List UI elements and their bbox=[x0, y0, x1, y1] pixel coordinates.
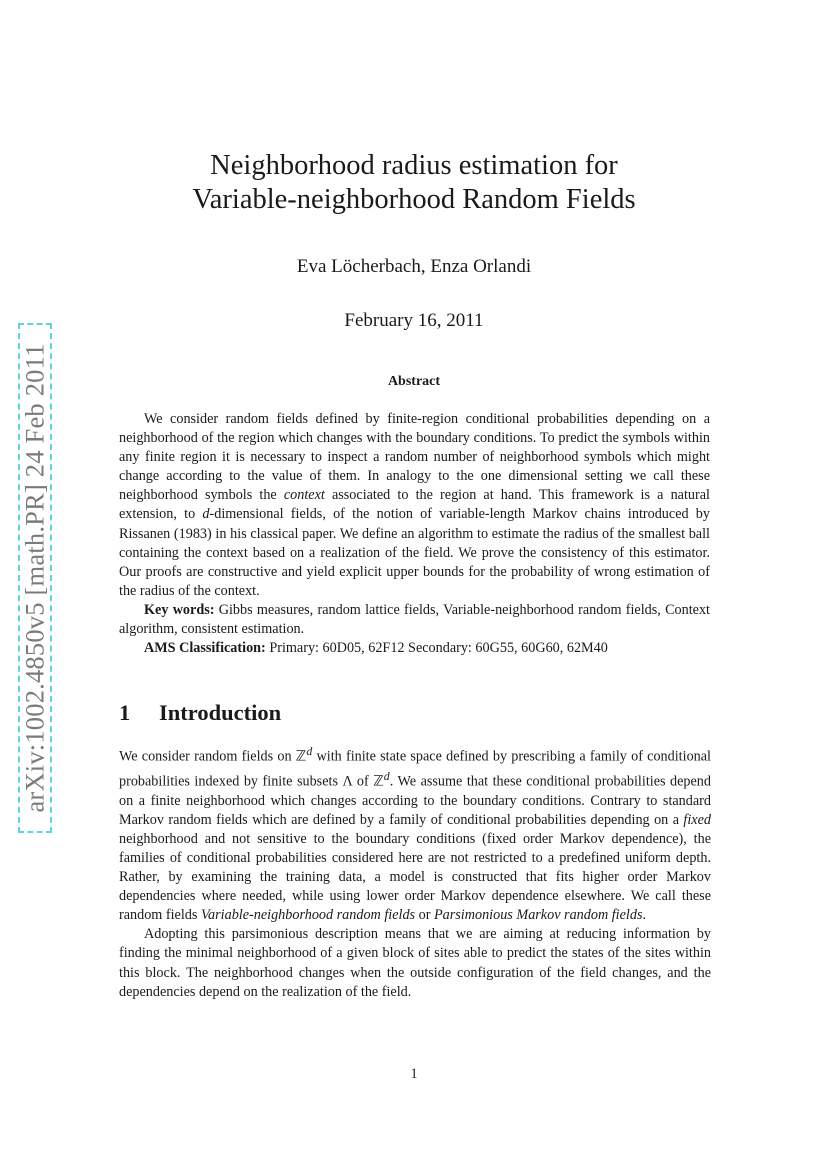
ams-label: AMS Classification: bbox=[144, 640, 266, 657]
section-number: 1 bbox=[119, 700, 131, 725]
page-title bbox=[0, 149, 828, 217]
title-line-1: Neighborhood radius estimation for bbox=[210, 150, 618, 181]
keywords-text: Gibbs measures, random lattice fields, Variable-neighborhood random fields, Context algorithm, consistent estimation. bbox=[119, 601, 710, 638]
keywords-paragraph bbox=[119, 601, 710, 639]
section-heading bbox=[119, 700, 281, 726]
arxiv-stamp bbox=[18, 323, 52, 833]
abstract-paragraph: We consider random fields defined by finite-region conditional probabilities depending on a neighborhood of the region which changes with the boundary conditions. To predict the symbols within any finite region it is necessary to inspect a random number of neighborhood symbols which might change according to the value of them. In analogy to the one dimensional setting we call these neighborhood symbols the context associated to the region at hand. This framework is a natural extension, to d-dimensional fields, of the notion of variable-length Markov chains introduced by Rissanen (1983) in his classical paper. We define an algorithm to estimate the radius of the smallest ball containing the context based on a realization of the field. We prove the consistency of this estimator. Our proofs are constructive and yield explicit upper bounds for the probability of wrong estimation of the radius of the context. bbox=[119, 411, 710, 599]
title-line-2: Variable-neighborhood Random Fields bbox=[192, 184, 636, 215]
keywords-label: Key words: bbox=[144, 601, 215, 618]
intro-body bbox=[119, 742, 711, 1002]
page-number: 1 bbox=[410, 1066, 418, 1082]
intro-paragraph-1: We consider random fields on ℤ$^d$ with finite state space defined by prescribing a family of conditional probabilities indexed by finite subsets Λ of ℤ$^d$. We assume that these conditional probabilities depend on a finite neighborhood which changes according to the boundary conditions. Contrary to standard Markov random fields which are defined by a family of conditional probabilities depending on a fixed neighborhood and not sensitive to the boundary conditions (fixed order Markov dependence), the families of conditional probabilities considered here are not restricted to a predefined uniform depth. Rather, by examining the training data, a model is constructed that fits higher order Markov dependencies where needed, while using lower order Markov dependence elsewhere. We call these random fields Variable-neighborhood random fields or Parsimonious Markov random fields. bbox=[119, 744, 711, 924]
authors: Eva Löcherbach, Enza Orlandi bbox=[296, 256, 532, 277]
intro-paragraph-2: Adopting this parsimonious description means that we are aiming at reducing information by finding the minimal neighborhood of a given block of sites able to predict the states of the sites within this block. The neighborhood changes when the outside configuration of the field changes, and the dependencies depend on the realization of the field. bbox=[119, 926, 711, 1000]
ams-paragraph bbox=[119, 639, 710, 658]
abstract-body bbox=[119, 410, 710, 658]
abstract-heading: Abstract bbox=[387, 374, 441, 389]
section-title: Introduction bbox=[159, 700, 282, 725]
arxiv-id: arXiv:1002.4850v5 [math.PR] 24 Feb 2011 bbox=[19, 343, 50, 813]
date: February 16, 2011 bbox=[344, 310, 484, 331]
ams-text: Primary: 60D05, 62F12 Secondary: 60G55, 60G60, 62M40 bbox=[265, 640, 608, 657]
